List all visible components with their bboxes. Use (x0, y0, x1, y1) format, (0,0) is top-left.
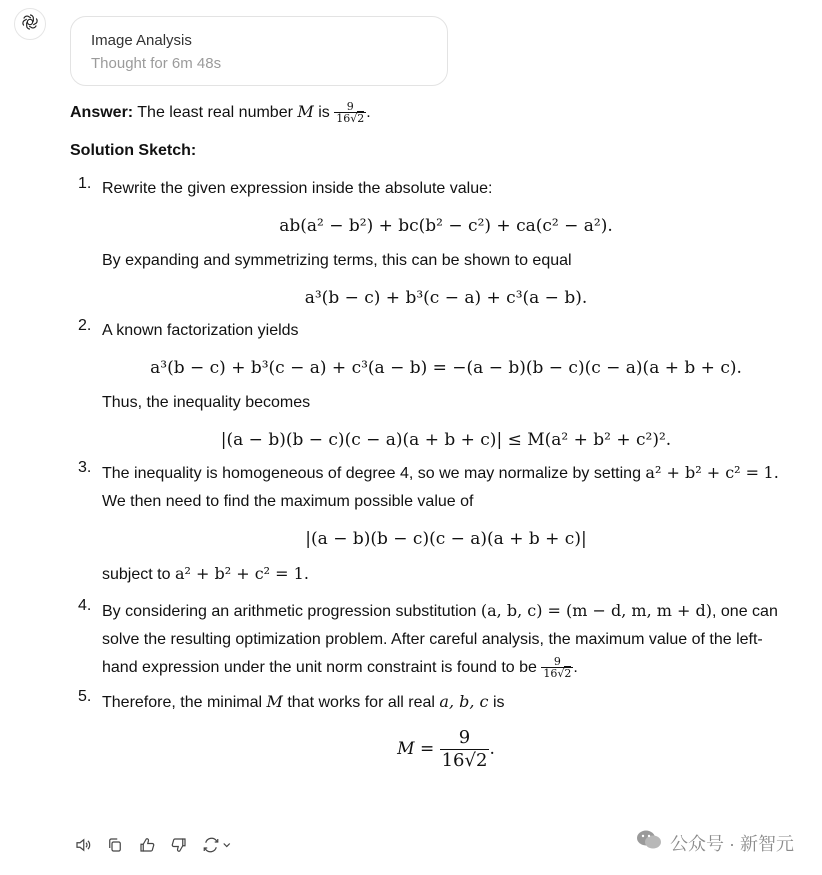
frac-numerator: 9 (440, 727, 490, 750)
inline-math: (a, b, c) = (m − d, m, m + d) (480, 601, 713, 620)
inline-math: 1. (763, 463, 779, 482)
frac-denominator: 16√2 (543, 667, 572, 681)
frac-denominator: 16√2 (441, 750, 488, 771)
inline-math: a, b, c (439, 692, 489, 711)
answer-end: . (366, 104, 371, 121)
thought-card-title: Image Analysis (91, 32, 192, 49)
assistant-avatar (14, 8, 46, 40)
thumbs-down-icon (170, 836, 188, 859)
display-equation: a³(b − c) + b³(c − a) + c³(a − b). (304, 288, 588, 308)
step-text: subject to (102, 566, 171, 583)
step-number: 4. (78, 597, 92, 614)
step-3 (70, 459, 790, 589)
step-text: By considering an arithmetic progression substitution (102, 603, 477, 620)
sketch-heading: Solution Sketch: (70, 142, 197, 159)
frac-denominator: 16√2 (336, 112, 365, 126)
step-4 (70, 597, 790, 682)
frac-numerator: 9 (334, 101, 366, 113)
regenerate-icon (202, 836, 232, 859)
step-text: We then need to find the maximum possible value of (102, 493, 474, 510)
inline-math: a² + b² + c² = 1. (174, 564, 309, 583)
frac-numerator: 9 (541, 656, 573, 668)
assistant-message (70, 100, 790, 772)
step-number: 1. (78, 175, 92, 192)
display-equation: ab(a² − b²) + bc(b² − c²) + ca(c² − a²). (279, 216, 613, 236)
step-text: is (492, 694, 505, 711)
inline-fraction (541, 656, 573, 679)
answer-fraction (334, 101, 366, 124)
step-text: that works for all real (287, 694, 435, 711)
watermark (636, 829, 794, 856)
copy-button[interactable] (104, 836, 126, 858)
inline-math: a² + b² + c² = (645, 463, 760, 482)
answer-label: Answer: (70, 104, 134, 121)
answer-is: is (318, 104, 330, 121)
answer-text: The least real number (137, 104, 293, 121)
display-equation: |(a − b)(b − c)(c − a)(a + b + c)| (305, 529, 587, 549)
message-actions (72, 836, 234, 858)
step-text: By expanding and symmetrizing terms, this can be shown to equal (102, 252, 572, 269)
step-paragraph (102, 597, 790, 682)
display-equation: a³(b − c) + b³(c − a) + c³(a − b) = −(a − b)(b − c)(c − a)(a + b + c). (150, 358, 742, 378)
final-fraction (440, 727, 490, 772)
step-text: , one can solve the resulting optimization problem. After careful analysis, the maximum value of the left-hand expression under the unit norm constraint is found to be (102, 603, 778, 676)
answer-var: M (297, 102, 314, 121)
step-text: A known factorization yields (102, 322, 299, 339)
inline-var: M (266, 692, 283, 711)
read-aloud-icon (74, 836, 92, 859)
answer-line (70, 100, 790, 125)
step-number: 3. (78, 459, 92, 476)
final-lhs: M = (397, 739, 435, 759)
thumbs-up-icon (138, 836, 156, 859)
thumbs-up-button[interactable] (136, 836, 158, 858)
copy-icon (106, 836, 124, 859)
step-end: . (573, 659, 578, 676)
wechat-icon (636, 829, 662, 856)
thumbs-down-button[interactable] (168, 836, 190, 858)
final-end: . (489, 739, 495, 759)
step-2 (70, 317, 790, 457)
watermark-text: 公众号 · 新智元 (670, 833, 794, 854)
step-paragraph (102, 560, 790, 589)
step-paragraph (102, 688, 790, 717)
step-5 (70, 688, 790, 772)
thought-summary-card[interactable] (70, 16, 448, 86)
read-aloud-button[interactable] (72, 836, 94, 858)
step-1 (70, 175, 790, 315)
openai-logo-icon (20, 12, 40, 37)
step-paragraph (102, 459, 790, 516)
step-text: Thus, the inequality becomes (102, 394, 311, 411)
step-text: Rewrite the given expression inside the absolute value: (102, 180, 493, 197)
regenerate-button[interactable] (200, 836, 234, 858)
step-number: 2. (78, 317, 92, 334)
step-text: The inequality is homogeneous of degree 4, so we may normalize by setting (102, 465, 641, 482)
thought-card-subtitle: Thought for 6m 48s (91, 55, 222, 72)
final-equation (102, 727, 790, 772)
step-number: 5. (78, 688, 92, 705)
step-text: Therefore, the minimal (102, 694, 263, 711)
display-equation: |(a − b)(b − c)(c − a)(a + b + c)| ≤ M(a² + b² + c²)². (220, 430, 672, 450)
